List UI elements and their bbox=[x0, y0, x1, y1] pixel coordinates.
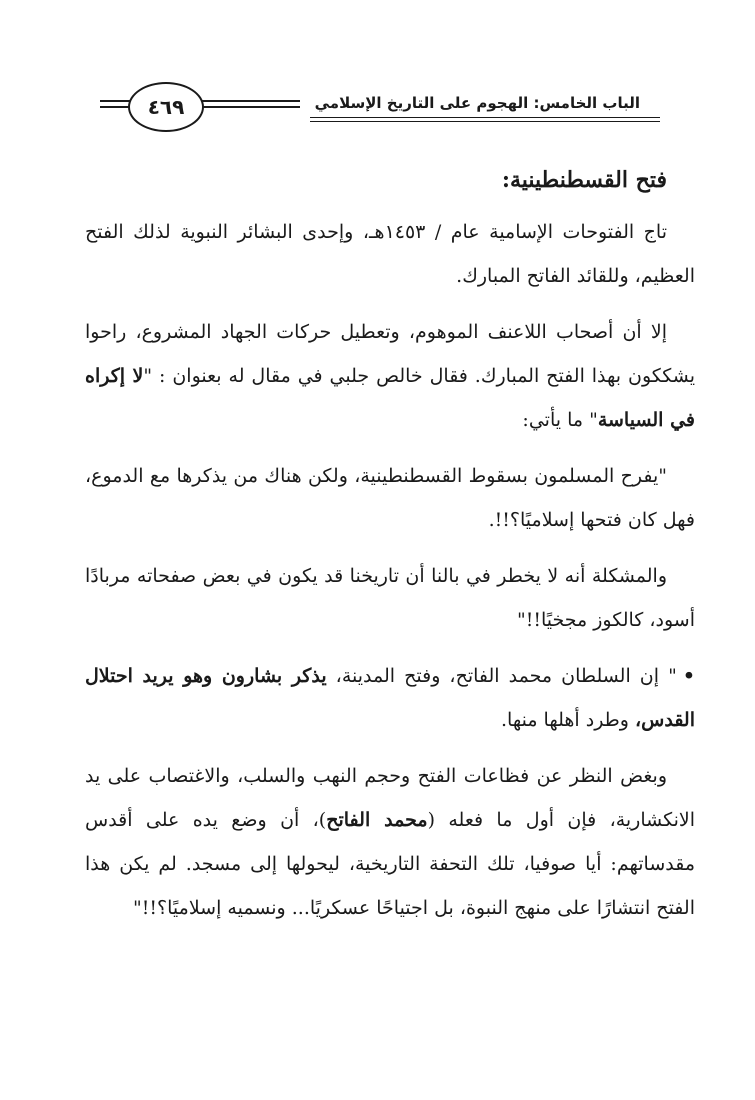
ornament-rule bbox=[200, 106, 300, 108]
article-title: لا إكراه في السياسة bbox=[85, 365, 695, 431]
paragraph-text: " ما يأتي: bbox=[522, 409, 598, 431]
page-header bbox=[100, 82, 660, 132]
paragraph bbox=[85, 310, 695, 442]
emphasis-text: يذكر بشارون وهو يريد احتلال القدس، bbox=[85, 665, 695, 731]
bullet-paragraph bbox=[85, 654, 695, 742]
paragraph-text: إلا أن أصحاب اللاعنف الموهوم، وتعطيل حركات الجهاد المشروع، راحوا يشككون بهذا الفتح المبارك. فقال خالص جلبي في مقال له بعنوان : " bbox=[85, 321, 695, 387]
quote-paragraph bbox=[85, 554, 695, 642]
paragraph bbox=[85, 210, 695, 298]
page-number: ٤٦٩ bbox=[128, 82, 204, 132]
paragraph-text: )، أن وضع يده على أقدس مقدساتهم: أيا صوفيا، تلك التحفة التاريخية، ليحولها إلى مسجد. لم يكن هذا الفتح انتشارًا على منهج النبوة، بل اجتياحًا عسكريًا... ونسميه إسلاميًا؟!!" bbox=[85, 809, 695, 919]
bullet-icon: • bbox=[682, 665, 695, 687]
ornament-rule bbox=[200, 100, 300, 102]
paragraph-text: "يفرح المسلمون بسقوط القسطنطينية، ولكن هناك من يذكرها مع الدموع، فهل كان فتحها إسلاميًا؟!!. bbox=[85, 465, 695, 531]
paragraph-text: والمشكلة أنه لا يخطر في بالنا أن تاريخنا قد يكون في بعض صفحاته مربادًا أسود، كالكوز مجخيًا!!" bbox=[85, 565, 695, 631]
section-title: فتح القسطنطينية: bbox=[501, 167, 667, 193]
ornament-rule bbox=[100, 100, 130, 102]
header-rule bbox=[310, 117, 660, 118]
chapter-title: الباب الخامس: الهجوم على التاريخ الإسلامي bbox=[314, 94, 640, 112]
paragraph-text: وطرد أهلها منها. bbox=[501, 709, 636, 731]
paragraph-text: تاج الفتوحات الإسامية عام / ١٤٥٣هـ، وإحدى البشائر النبوية لذلك الفتح العظيم، وللقائد الفاتح المبارك. bbox=[85, 221, 695, 287]
paragraph-text: وبغض النظر عن فظاعات الفتح وحجم النهب والسلب، والاغتصاب على يد الانكشارية، فإن أول ما فعله ( bbox=[85, 765, 695, 831]
paragraph-text: " إن السلطان محمد الفاتح، وفتح المدينة، bbox=[326, 665, 677, 687]
quote-paragraph bbox=[85, 454, 695, 542]
header-rule bbox=[310, 121, 660, 122]
quote-paragraph bbox=[85, 754, 695, 930]
ornament-rule bbox=[100, 106, 130, 108]
page-body bbox=[85, 158, 695, 942]
emphasis-text: محمد الفاتح bbox=[326, 809, 428, 831]
